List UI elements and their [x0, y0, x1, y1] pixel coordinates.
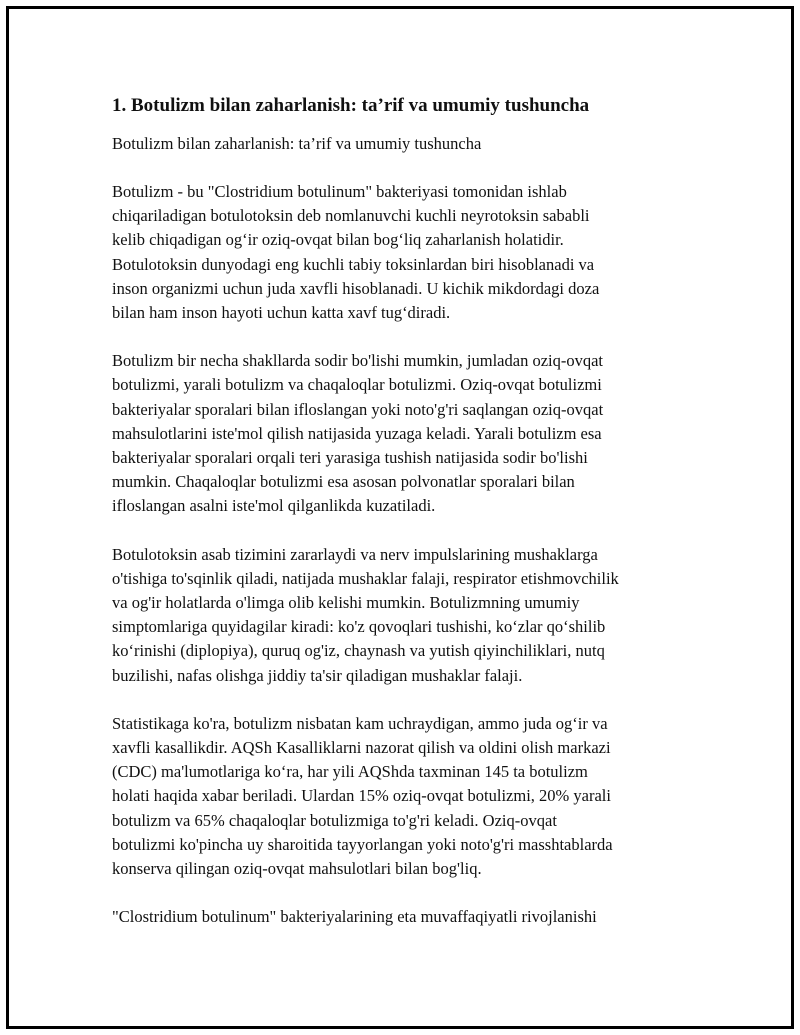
text-line: xavfli kasallikdir. AQSh Kasalliklarni nazorat qilish va oldini olish markazi: [112, 738, 611, 758]
text-line: bilan ham inson hayoti uchun katta xavf tug‘diradi.: [112, 303, 451, 323]
text-line: va og'ir holatlarda o'limga olib kelishi mumkin. Botulizmning umumiy: [112, 593, 580, 613]
text-line: chiqariladigan botulotoksin deb nomlanuvchi kuchli neyrotoksin sababli: [112, 206, 590, 226]
text-line: inson organizmi uchun juda xavfli hisoblanadi. U kichik mikdordagi doza: [112, 278, 600, 298]
section-heading: 1. Botulizm bilan zaharlanish: ta’rif va umumiy tushuncha: [112, 95, 590, 116]
text-line: holati haqida xabar beriladi. Ulardan 15% oziq-ovqat botulizmi, 20% yarali: [112, 786, 611, 806]
text-line: Botulizm - bu "Clostridium botulinum" bakteriyasi tomonidan ishlab: [112, 182, 567, 201]
text-line: "Clostridium botulinum" bakteriyalarining eta muvaffaqiyatli rivojlanishi: [112, 907, 597, 927]
text-line: mumkin. Chaqaloqlar botulizmi esa asosan polvonatlar sporalari bilan: [112, 472, 575, 492]
text-line: simptomlariga quyidagilar kiradi: ko'z qovoqlari tushishi, ko‘zlar qo‘shilib: [112, 617, 606, 637]
text-line: botulizmi, yarali botulizm va chaqaloqlar botulizmi. Oziq-ovqat botulizmi: [112, 375, 602, 395]
paragraph-forms: [112, 349, 682, 518]
paragraph-statistics: [112, 712, 682, 881]
text-line: (CDC) ma'lumotlariga ko‘ra, har yili AQShda taxminan 145 ta botulizm: [112, 762, 588, 782]
text-line: Statistikaga ko'ra, botulizm nisbatan kam uchraydigan, ammo juda og‘ir va: [112, 713, 608, 733]
paragraph-definition: [112, 180, 682, 325]
text-line: mahsulotlarini iste'mol qilish natijasida yuzaga keladi. Yarali botulizm esa: [112, 423, 602, 443]
text-line: bakteriyalar sporalari bilan ifloslangan yoki noto'g'ri saqlangan oziq-ovqat: [112, 399, 604, 419]
text-line: konserva qilingan oziq-ovqat mahsulotlari bilan bog'liq.: [112, 859, 482, 879]
text-line: buzilishi, nafas olishga jiddiy ta'sir qiladigan mushaklar falaji.: [112, 665, 523, 685]
text-line: o'tishiga to'sqinlik qiladi, natijada mushaklar falaji, respirator etishmovchilik: [112, 568, 619, 588]
text-line: botulizmi ko'pincha uy sharoitida tayyorlangan yoki noto'g'ri masshtablarda: [112, 834, 613, 854]
text-line: ko‘rinishi (diplopiya), quruq og'iz, chaynash va yutish qiyinchiliklari, nutq: [112, 641, 605, 661]
text-line: ifloslangan asalni iste'mol qilganlikda kuzatiladi.: [112, 496, 436, 516]
text-line: botulizm va 65% chaqaloqlar botulizmiga to'g'ri keladi. Oziq-ovqat: [112, 810, 557, 830]
text-line: Botulizm bir necha shakllarda sodir bo'lishi mumkin, jumladan oziq-ovqat: [112, 351, 604, 371]
text-line: bakteriyalar sporalari orqali teri yarasiga tushish natijasida sodir bo'lishi: [112, 448, 588, 468]
document-body: [112, 92, 682, 953]
section-subtitle: Botulizm bilan zaharlanish: ta’rif va umumiy tushuncha: [112, 134, 482, 153]
text-line: kelib chiqadigan og‘ir oziq-ovqat bilan bog‘liq zaharlanish holatidir.: [112, 230, 564, 250]
text-line: Botulotoksin asab tizimini zararlaydi va nerv impulslarining mushaklarga: [112, 544, 598, 564]
paragraph-symptoms: [112, 543, 682, 688]
paragraph-bacteria: [112, 905, 682, 929]
text-line: Botulotoksin dunyodagi eng kuchli tabiy toksinlardan biri hisoblanadi va: [112, 254, 595, 274]
